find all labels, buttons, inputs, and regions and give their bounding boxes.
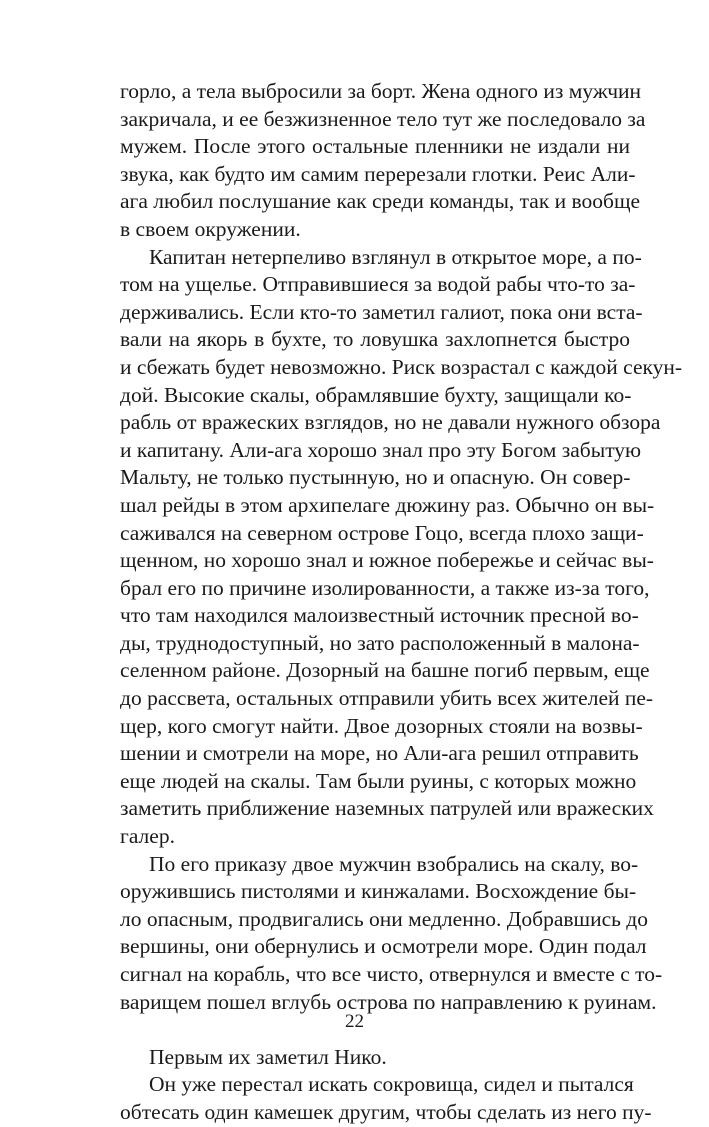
paragraph-first-line: По его приказу двое мужчин взобрались на скалу, во-	[149, 851, 639, 876]
text-line: том на ущелье. Отправившиеся за водой рабы что-то за-	[120, 272, 636, 297]
paragraph-first-line: Первым их заметил Нико.	[149, 1044, 387, 1069]
text-line: ло опасным, продвигались они медленно. Добравшись до	[120, 906, 648, 931]
text-line: что там находился малоизвестный источник пресной во-	[120, 603, 639, 628]
text-line: в своем окружении.	[120, 216, 301, 241]
text-line: вершины, они обернулись и осмотрели море. Один подал	[120, 934, 647, 959]
text-line: Мальту, не только пустынную, но и опасную. Он совер-	[120, 465, 631, 490]
text-column	[120, 78, 683, 1127]
paragraph-first-line: Капитан нетерпеливо взглянул в открытое море, а по-	[149, 244, 642, 269]
text-line: оружившись пистолями и кинжалами. Восхождение бы-	[120, 879, 637, 904]
text-line: закричала, и ее безжизненное тело тут же последовало за	[120, 106, 646, 131]
text-line: звука, как будто им самим перерезали глотки. Реис Али-	[120, 161, 636, 186]
text-line: держивались. Если кто-то заметил галиот, пока они вста-	[120, 299, 643, 324]
text-line: и сбежать будет невозможно. Риск возрастал с каждой секун-	[120, 354, 683, 379]
text-line: горло, а тела выбросили за борт. Жена одного из мужчин	[120, 79, 642, 103]
text-line: галер.	[120, 824, 175, 849]
text-line: брал его по причине изолированности, а также из-за того,	[120, 575, 650, 600]
text-line: сигнал на корабль, что все чисто, отвернулся и вместе с то-	[120, 962, 663, 986]
text-line: заметить приближение наземных патрулей или вражеских	[120, 796, 654, 821]
text-line: дой. Высокие скалы, обрамлявшие бухту, защищали ко-	[120, 382, 632, 407]
text-line: еще людей на скалы. Там были руины, с которых можно	[120, 768, 637, 793]
text-line: щенном, но хорошо знал и южное побережье и сейчас вы-	[120, 548, 654, 573]
text-line: саживался на северном острове Гоцо, всегда плохо защи-	[120, 520, 644, 545]
text-line: щер, кого смогут найти. Двое дозорных стояли на возвы-	[120, 713, 643, 738]
text-line: вали на якорь в бухте, то ловушка захлопнется быстро	[120, 327, 630, 352]
text-line: селенном районе. Дозорный на башне погиб первым, еще	[120, 658, 650, 683]
text-line: рабль от вражеских взглядов, но не давали нужного обзора	[120, 410, 661, 435]
text-line: до рассвета, остальных отправили убить всех жителей пе-	[120, 686, 654, 711]
text-line: ага любил послушание как среди команды, так и вообще	[120, 189, 641, 214]
text-line: ды, труднодоступный, но зато расположенный в малона-	[120, 630, 640, 655]
paragraph-first-line: Он уже перестал искать сокровища, сидел и пытался	[149, 1072, 634, 1097]
text-line: варищем пошел вглубь острова по направлению к руинам.	[120, 989, 657, 1014]
text-line: шении и смотрели на море, но Али-ага решил отправить	[120, 741, 639, 766]
text-line: обтесать один камешек другим, чтобы сделать из него пу-	[120, 1099, 652, 1124]
text-line: и капитану. Али-ага хорошо знал про эту Богом забытую	[120, 437, 642, 462]
text-line: мужем. После этого остальные пленники не издали ни	[120, 134, 630, 159]
page-number: 22	[345, 1011, 364, 1032]
text-line: шал рейды в этом архипелаге дюжину раз. Обычно он вы-	[120, 492, 655, 517]
